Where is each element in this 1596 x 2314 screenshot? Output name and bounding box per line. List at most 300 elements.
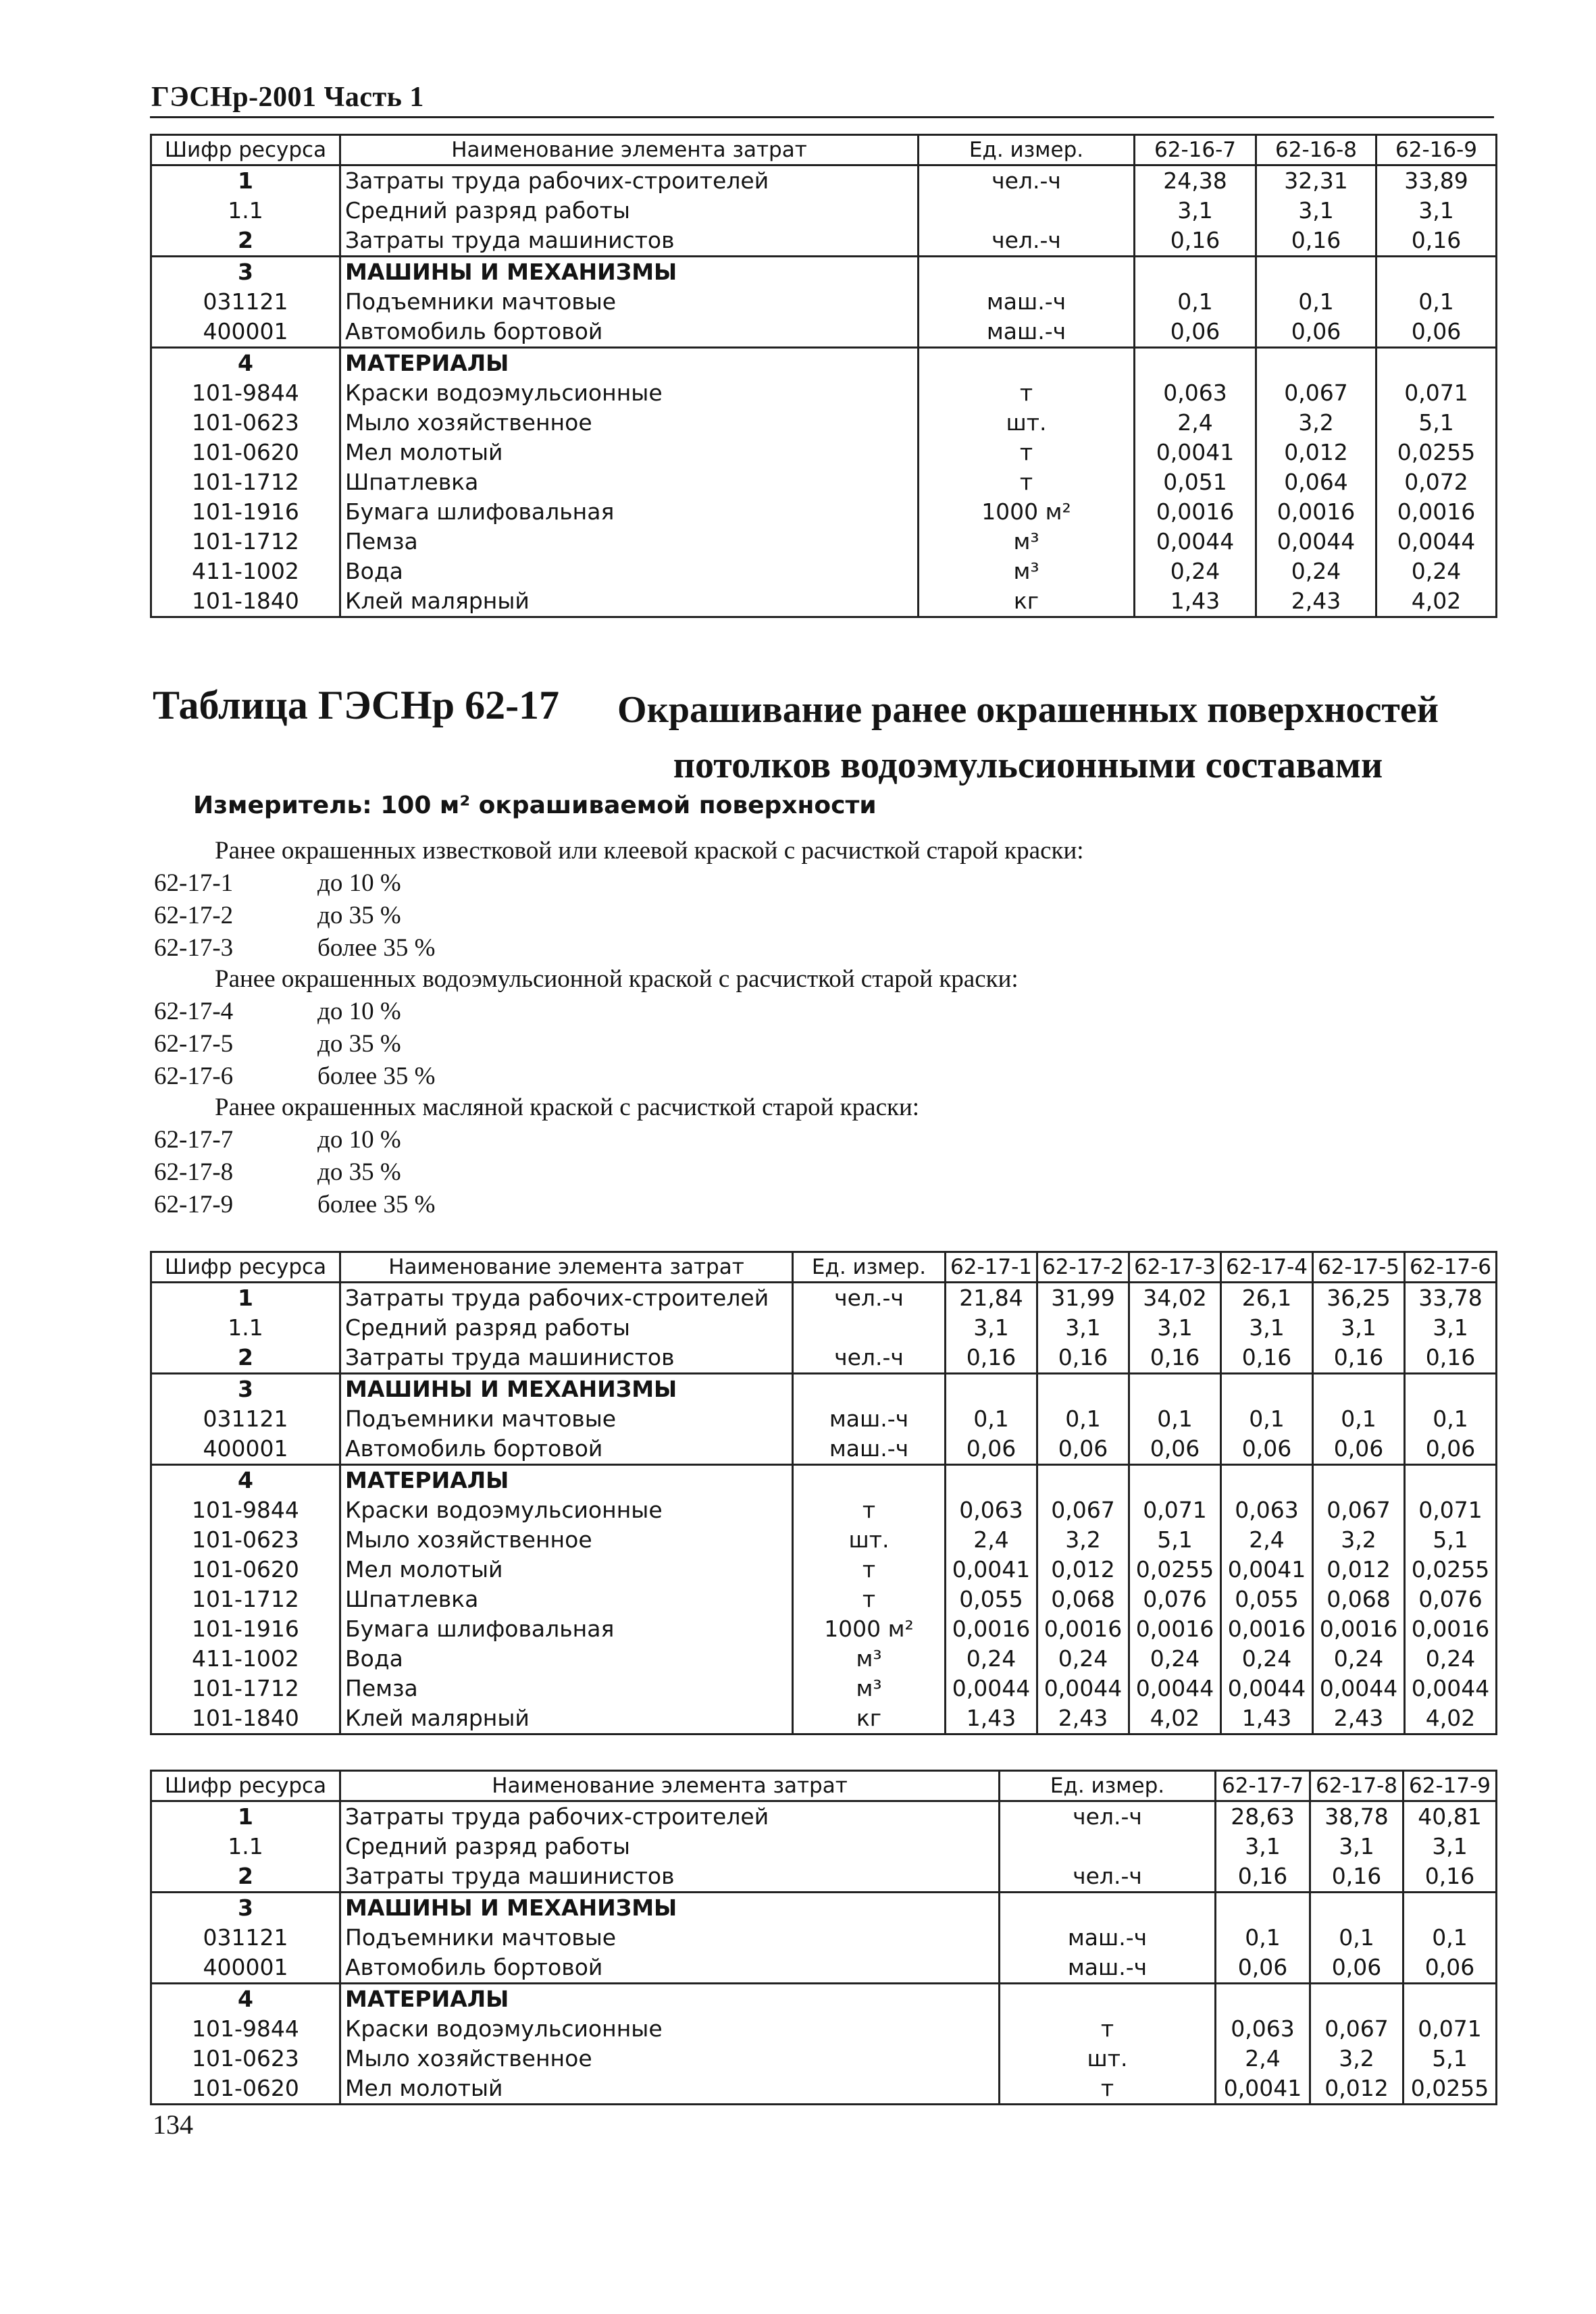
table-row [151,1495,1497,1525]
value-cell [1310,1893,1404,1924]
value-cell [1129,1374,1221,1405]
value-cell: 0,068 [1037,1585,1129,1614]
resource-name: Краски водоэмульсионные [340,1495,793,1525]
resource-code: 101-9844 [151,1495,340,1525]
resource-name: Затраты труда рабочих-строителей [340,1801,1000,1832]
table-row [151,557,1497,586]
value-cell: 0,071 [1405,1495,1497,1525]
value-cell: 0,0044 [1221,1674,1313,1703]
value-cell: 0,012 [1310,2074,1404,2105]
variant-value: более 35 % [317,1191,436,1218]
resource-code: 101-1712 [151,527,340,557]
value-cell: 0,055 [946,1585,1037,1614]
value-cell: 3,1 [946,1313,1037,1343]
resource-code: 400001 [151,1434,340,1465]
unit-cell [919,348,1135,379]
value-cell: 38,78 [1310,1801,1404,1832]
resource-name: Автомобиль бортовой [340,1434,793,1465]
resource-name: Затраты труда машинистов [340,1861,1000,1893]
variant-code: 62-17-8 [154,1158,234,1186]
value-cell: 0,16 [1405,1343,1497,1374]
resource-table-62-16 [150,134,1497,618]
value-cell: 0,24 [1313,1644,1405,1674]
value-cell: 33,89 [1376,165,1497,197]
resource-code: 031121 [151,1923,340,1953]
value-cell: 0,1 [1221,1404,1313,1434]
value-cell: 3,1 [1129,1313,1221,1343]
value-cell: 5,1 [1376,408,1497,438]
resource-code: 101-0623 [151,2044,340,2074]
group-description: Ранее окрашенных известковой или клеевой краской с расчисткой старой краски: [215,837,1084,865]
value-cell: 1,43 [1221,1703,1313,1734]
value-cell: 3,1 [1135,196,1256,226]
value-cell [1037,1465,1129,1496]
variant-value: до 35 % [317,1030,401,1058]
value-cell: 0,0016 [946,1614,1037,1644]
value-cell: 2,4 [1221,1525,1313,1555]
value-cell [1135,348,1256,379]
unit-cell [1000,1832,1216,1861]
value-cell: 0,06 [1221,1434,1313,1465]
resource-name: МАТЕРИАЛЫ [340,348,919,379]
value-cell: 0,1 [946,1404,1037,1434]
value-cell: 0,06 [1256,317,1376,348]
table-row [151,2074,1497,2105]
value-cell [946,1374,1037,1405]
value-cell: 0,0255 [1129,1555,1221,1585]
value-cell: 0,0016 [1256,497,1376,527]
unit-cell: чел.-ч [793,1283,946,1314]
table-row [151,287,1497,317]
value-cell: 0,071 [1404,2014,1497,2044]
section-row [151,348,1497,379]
resource-code: 1.1 [151,196,340,226]
resource-name: Средний разряд работы [340,196,919,226]
resource-code: 101-9844 [151,2014,340,2044]
value-cell: 0,1 [1310,1923,1404,1953]
resource-code: 031121 [151,287,340,317]
resource-name: Средний разряд работы [340,1313,793,1343]
unit-cell [793,1465,946,1496]
column-header-norm: 62-17-1 [946,1252,1037,1283]
column-header-norm: 62-17-4 [1221,1252,1313,1283]
value-cell: 0,063 [1135,378,1256,408]
value-cell: 2,4 [1216,2044,1310,2074]
value-cell: 0,0016 [1129,1614,1221,1644]
value-cell [1216,1893,1310,1924]
value-cell: 0,0016 [1313,1614,1405,1644]
value-cell [1405,1465,1497,1496]
value-cell: 24,38 [1135,165,1256,197]
value-cell: 1,43 [946,1703,1037,1734]
column-header-unit: Ед. измер. [919,135,1135,165]
resource-name: Мыло хозяйственное [340,1525,793,1555]
column-header-name: Наименование элемента затрат [340,135,919,165]
value-cell: 0,0041 [1216,2074,1310,2105]
resource-code: 1.1 [151,1313,340,1343]
value-cell: 0,16 [1037,1343,1129,1374]
column-header-norm: 62-16-8 [1256,135,1376,165]
value-cell: 0,0044 [1376,527,1497,557]
value-cell: 0,0041 [1221,1555,1313,1585]
value-cell: 0,1 [1037,1404,1129,1434]
column-header-norm: 62-17-5 [1313,1252,1405,1283]
value-cell: 0,06 [1405,1434,1497,1465]
value-cell: 0,06 [946,1434,1037,1465]
resource-name: Подъемники мачтовые [340,1404,793,1434]
unit-cell: т [1000,2074,1216,2105]
resource-name: Краски водоэмульсионные [340,378,919,408]
value-cell: 0,0016 [1037,1614,1129,1644]
resource-code: 101-0620 [151,2074,340,2105]
value-cell: 0,1 [1376,287,1497,317]
resource-code: 101-9844 [151,378,340,408]
resource-name: Затраты труда рабочих-строителей [340,165,919,197]
value-cell: 4,02 [1405,1703,1497,1734]
unit-cell: маш.-ч [1000,1953,1216,1984]
unit-cell: чел.-ч [919,226,1135,257]
resource-name: Мыло хозяйственное [340,408,919,438]
value-cell: 0,1 [1404,1923,1497,1953]
resource-table-62-17-7-9 [150,1770,1497,2105]
column-header-norm: 62-17-6 [1405,1252,1497,1283]
resource-name: МАШИНЫ И МЕХАНИЗМЫ [340,257,919,288]
resource-code: 400001 [151,317,340,348]
unit-cell: т [919,438,1135,467]
table-row [151,317,1497,348]
resource-code: 4 [151,348,340,379]
resource-name: Пемза [340,1674,793,1703]
variant-code: 62-17-7 [154,1126,234,1154]
table-row [151,1801,1497,1832]
resource-name: Затраты труда машинистов [340,1343,793,1374]
variant-code: 62-17-5 [154,1030,234,1058]
resource-code: 1 [151,1801,340,1832]
value-cell: 0,24 [1376,557,1497,586]
unit-cell: 1000 м² [793,1614,946,1644]
value-cell: 5,1 [1129,1525,1221,1555]
resource-name: Мел молотый [340,1555,793,1585]
resource-name: Подъемники мачтовые [340,287,919,317]
unit-cell: чел.-ч [793,1343,946,1374]
unit-cell: маш.-ч [793,1434,946,1465]
value-cell [1129,1465,1221,1496]
unit-cell: чел.-ч [1000,1861,1216,1893]
value-cell: 0,071 [1376,378,1497,408]
value-cell [1405,1374,1497,1405]
value-cell: 0,0041 [946,1555,1037,1585]
column-header-unit: Ед. измер. [1000,1771,1216,1801]
resource-code: 101-1916 [151,497,340,527]
unit-cell [919,196,1135,226]
table-row [151,165,1497,197]
resource-code: 3 [151,257,340,288]
table-row [151,1861,1497,1893]
value-cell [1376,257,1497,288]
value-cell [1404,1893,1497,1924]
resource-name: Автомобиль бортовой [340,317,919,348]
value-cell: 0,0044 [946,1674,1037,1703]
table-row [151,586,1497,617]
value-cell: 0,076 [1405,1585,1497,1614]
value-cell: 4,02 [1376,586,1497,617]
value-cell: 0,06 [1129,1434,1221,1465]
resource-name: Краски водоэмульсионные [340,2014,1000,2044]
value-cell: 0,0044 [1313,1674,1405,1703]
unit-cell: чел.-ч [1000,1801,1216,1832]
value-cell: 0,16 [1404,1861,1497,1893]
value-cell: 2,43 [1037,1703,1129,1734]
resource-name: МАТЕРИАЛЫ [340,1465,793,1496]
resource-name: Клей малярный [340,1703,793,1734]
value-cell: 3,1 [1310,1832,1404,1861]
value-cell: 0,16 [1129,1343,1221,1374]
value-cell: 0,1 [1129,1404,1221,1434]
unit-cell [793,1313,946,1343]
value-cell: 0,0016 [1221,1614,1313,1644]
value-cell: 2,43 [1256,586,1376,617]
unit-cell [919,257,1135,288]
value-cell: 0,0044 [1256,527,1376,557]
table-row [151,1614,1497,1644]
variant-code: 62-17-9 [154,1191,234,1218]
column-header-norm: 62-17-7 [1216,1771,1310,1801]
resource-code: 101-1840 [151,586,340,617]
unit-cell: т [793,1585,946,1614]
resource-name: Клей малярный [340,586,919,617]
table-row [151,2014,1497,2044]
group-description: Ранее окрашенных масляной краской с расчисткой старой краски: [215,1094,920,1121]
value-cell: 0,16 [1221,1343,1313,1374]
resource-name: Вода [340,557,919,586]
value-cell: 0,1 [1135,287,1256,317]
resource-code: 4 [151,1465,340,1496]
value-cell [1037,1374,1129,1405]
unit-cell: маш.-ч [1000,1923,1216,1953]
value-cell: 3,2 [1037,1525,1129,1555]
value-cell: 0,1 [1313,1404,1405,1434]
variant-value: до 35 % [317,902,401,929]
value-cell: 2,4 [1135,408,1256,438]
unit-cell: маш.-ч [919,287,1135,317]
resource-code: 031121 [151,1404,340,1434]
value-cell: 0,16 [1376,226,1497,257]
value-cell: 0,06 [1310,1953,1404,1984]
variant-code: 62-17-3 [154,934,234,962]
value-cell: 3,1 [1404,1832,1497,1861]
value-cell: 33,78 [1405,1283,1497,1314]
unit-cell [793,1374,946,1405]
table-row [151,1703,1497,1734]
column-header-norm: 62-17-8 [1310,1771,1404,1801]
table-row [151,1434,1497,1465]
resource-code: 2 [151,1861,340,1893]
resource-code: 2 [151,1343,340,1374]
value-cell: 0,0255 [1404,2074,1497,2105]
value-cell: 0,1 [1216,1923,1310,1953]
resource-code: 4 [151,1984,340,2015]
resource-code: 101-1712 [151,1674,340,1703]
unit-cell: шт. [919,408,1135,438]
variant-value: более 35 % [317,1062,436,1090]
value-cell: 0,068 [1313,1585,1405,1614]
value-cell: 0,067 [1313,1495,1405,1525]
section-row [151,1465,1497,1496]
value-cell: 0,0255 [1376,438,1497,467]
resource-name: Затраты труда машинистов [340,226,919,257]
value-cell: 40,81 [1404,1801,1497,1832]
value-cell: 0,24 [1037,1644,1129,1674]
header-rule [150,116,1494,118]
section-row [151,1893,1497,1924]
value-cell: 0,24 [1405,1644,1497,1674]
table-row [151,2044,1497,2074]
table-row [151,1525,1497,1555]
unit-cell: м³ [793,1644,946,1674]
value-cell: 0,076 [1129,1585,1221,1614]
unit-cell: м³ [919,557,1135,586]
value-cell: 2,4 [946,1525,1037,1555]
variant-value: до 10 % [317,869,401,897]
table-row [151,1283,1497,1314]
value-cell [1221,1465,1313,1496]
unit-cell: м³ [919,527,1135,557]
value-cell: 0,16 [946,1343,1037,1374]
value-cell: 1,43 [1135,586,1256,617]
table-row [151,1313,1497,1343]
value-cell: 3,1 [1221,1313,1313,1343]
table-row [151,226,1497,257]
value-cell: 0,067 [1310,2014,1404,2044]
value-cell: 3,1 [1256,196,1376,226]
value-cell [1256,257,1376,288]
value-cell: 0,16 [1310,1861,1404,1893]
value-cell: 0,0044 [1037,1674,1129,1703]
value-cell: 4,02 [1129,1703,1221,1734]
resource-code: 3 [151,1374,340,1405]
section-row [151,257,1497,288]
table-title-line-2: потолков водоэмульсионными составами [673,744,1383,786]
table-row [151,1585,1497,1614]
table-row [151,438,1497,467]
variant-value: до 10 % [317,1126,401,1154]
resource-name: МАШИНЫ И МЕХАНИЗМЫ [340,1893,1000,1924]
variant-code: 62-17-1 [154,869,234,897]
column-header-code: Шифр ресурса [151,1252,340,1283]
value-cell [1313,1465,1405,1496]
column-header-norm: 62-17-9 [1404,1771,1497,1801]
column-header-code: Шифр ресурса [151,135,340,165]
value-cell: 0,055 [1221,1585,1313,1614]
value-cell: 31,99 [1037,1283,1129,1314]
resource-name: Пемза [340,527,919,557]
resource-table-62-17-1-6 [150,1251,1497,1735]
table-row [151,467,1497,497]
value-cell: 0,06 [1376,317,1497,348]
resource-name: Мыло хозяйственное [340,2044,1000,2074]
value-cell [1221,1374,1313,1405]
resource-name: Бумага шлифовальная [340,497,919,527]
table-label: Таблица ГЭСНр 62-17 [153,683,560,727]
unit-cell: 1000 м² [919,497,1135,527]
value-cell: 5,1 [1405,1525,1497,1555]
table-row [151,1953,1497,1984]
table-row [151,1832,1497,1861]
value-cell: 2,43 [1313,1703,1405,1734]
variant-value: более 35 % [317,934,436,962]
value-cell [1313,1374,1405,1405]
resource-code: 1.1 [151,1832,340,1861]
resource-name: Шпатлевка [340,467,919,497]
value-cell: 21,84 [946,1283,1037,1314]
column-header-norm: 62-17-2 [1037,1252,1129,1283]
resource-code: 101-0620 [151,1555,340,1585]
value-cell [1216,1984,1310,2015]
variant-value: до 35 % [317,1158,401,1186]
unit-cell: м³ [793,1674,946,1703]
value-cell [946,1465,1037,1496]
table-row [151,527,1497,557]
resource-code: 101-1712 [151,467,340,497]
value-cell: 0,16 [1313,1343,1405,1374]
value-cell: 0,16 [1216,1861,1310,1893]
resource-code: 1 [151,165,340,197]
resource-code: 1 [151,1283,340,1314]
value-cell: 0,16 [1135,226,1256,257]
resource-name: Вода [340,1644,793,1674]
value-cell: 0,0016 [1405,1614,1497,1644]
value-cell: 0,067 [1256,378,1376,408]
variant-code: 62-17-6 [154,1062,234,1090]
column-header-code: Шифр ресурса [151,1771,340,1801]
group-description: Ранее окрашенных водоэмульсионной краской с расчисткой старой краски: [215,965,1019,993]
table-row [151,1923,1497,1953]
unit-cell: кг [793,1703,946,1734]
resource-code: 101-0623 [151,1525,340,1555]
value-cell: 0,16 [1256,226,1376,257]
table-row [151,1674,1497,1703]
value-cell [1376,348,1497,379]
resource-name: Мел молотый [340,2074,1000,2105]
value-cell: 32,31 [1256,165,1376,197]
resource-name: Затраты труда рабочих-строителей [340,1283,793,1314]
value-cell: 0,012 [1256,438,1376,467]
value-cell: 0,063 [946,1495,1037,1525]
column-header-unit: Ед. измер. [793,1252,946,1283]
resource-name: Бумага шлифовальная [340,1614,793,1644]
unit-cell: т [1000,2014,1216,2044]
unit-cell: маш.-ч [793,1404,946,1434]
unit-cell: маш.-ч [919,317,1135,348]
value-cell: 0,24 [1221,1644,1313,1674]
column-header-norm: 62-16-7 [1135,135,1256,165]
page-number: 134 [153,2109,193,2140]
resource-name: МАШИНЫ И МЕХАНИЗМЫ [340,1374,793,1405]
table-row [151,1644,1497,1674]
table-row [151,1404,1497,1434]
value-cell [1310,1984,1404,2015]
value-cell: 0,06 [1404,1953,1497,1984]
value-cell: 3,1 [1037,1313,1129,1343]
value-cell: 0,06 [1135,317,1256,348]
value-cell: 0,0255 [1405,1555,1497,1585]
value-cell: 0,012 [1313,1555,1405,1585]
value-cell: 28,63 [1216,1801,1310,1832]
value-cell: 3,1 [1376,196,1497,226]
value-cell: 0,0044 [1135,527,1256,557]
value-cell: 3,1 [1313,1313,1405,1343]
variant-value: до 10 % [317,998,401,1025]
